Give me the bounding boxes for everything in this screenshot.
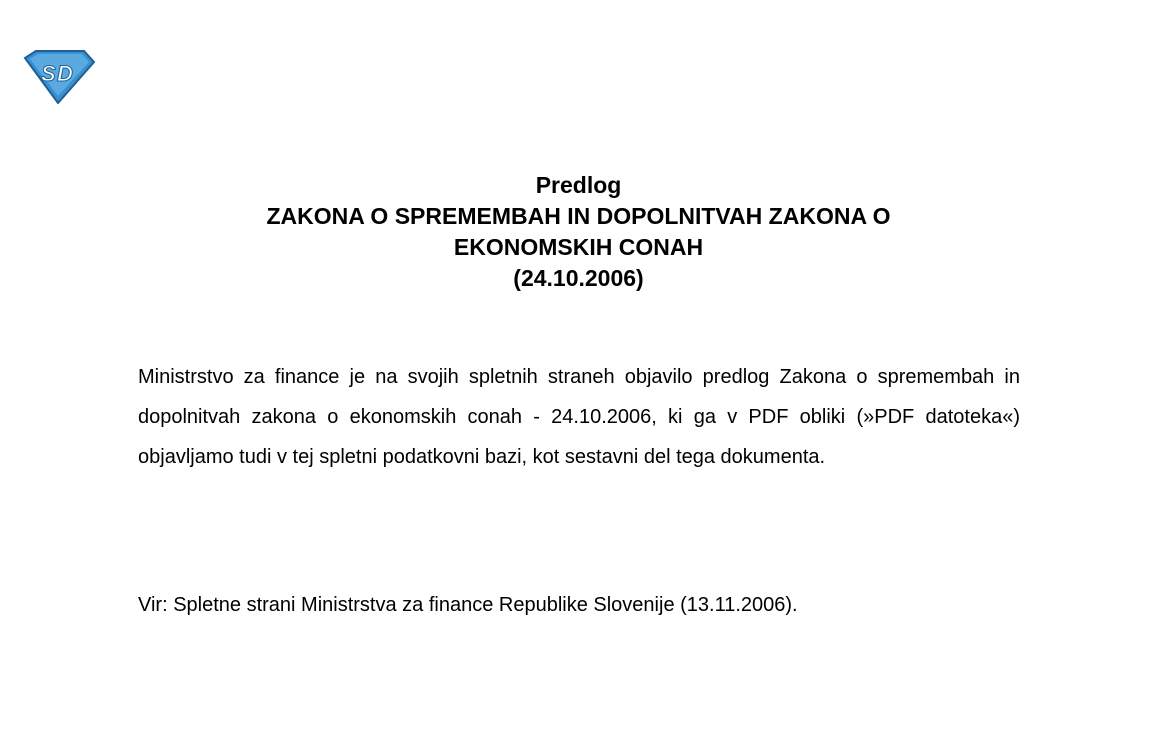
title-line-law-name-cont: EKONOMSKIH CONAH	[453, 234, 704, 260]
document-title	[0, 170, 1157, 294]
svg-text:D: D	[57, 61, 73, 86]
source-line: Vir: Spletne strani Ministrstva za finance Republike Slovenije (13.11.2006).	[138, 594, 798, 616]
title-line-law-name: ZAKONA O SPREMEMBAH IN DOPOLNITVAH ZAKONA O	[266, 203, 891, 229]
title-line-date: (24.10.2006)	[513, 265, 644, 291]
diamond-shield-logo-icon	[22, 50, 96, 104]
title-line-predlog: Predlog	[535, 172, 622, 198]
body-paragraph: Ministrstvo za finance je na svojih spletnih straneh objavilo predlog Zakona o spremembah in dopolnitvah zakona o ekonomskih conah - 24.10.2006, ki ga v PDF obliki (»PDF datoteka«) objavljamo tudi v tej spletni podatkovni bazi, kot sestavni del tega dokumenta.	[138, 366, 1020, 468]
svg-text:S: S	[41, 61, 56, 86]
logo-icon	[22, 50, 96, 104]
